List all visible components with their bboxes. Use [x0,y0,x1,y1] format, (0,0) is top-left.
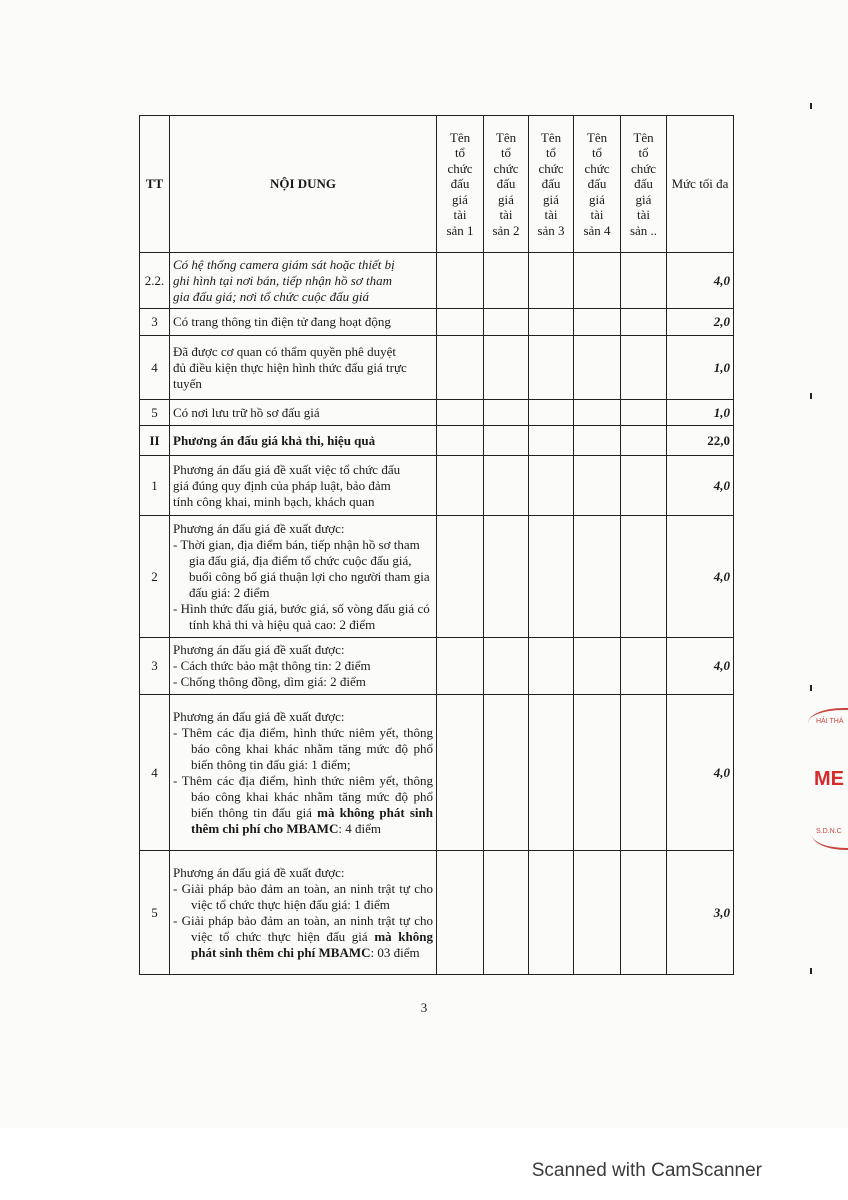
content-line: tuyến [173,375,202,391]
row-number: 3 [140,638,170,695]
score-cell-empty[interactable] [574,851,621,975]
header-org-3-line: tài [544,207,558,223]
content-bullet [173,913,433,961]
score-cell-empty[interactable] [484,253,529,309]
content-line: tính công khai, minh bạch, khách quan [173,493,375,509]
header-org-2-line: tổ [500,145,512,161]
score-cell-empty[interactable] [574,309,621,336]
max-score: 4,0 [667,456,734,516]
score-cell-empty[interactable] [529,516,574,638]
header-org-5-line: tổ [638,145,649,161]
score-cell-empty[interactable] [484,516,529,638]
header-org-1-line: tài [453,207,467,223]
header-org-2-line: tài [499,207,513,223]
table-row [140,516,734,638]
row-content [170,253,437,309]
score-cell-empty[interactable] [574,695,621,851]
page-number: 3 [420,1000,428,1015]
score-cell-empty[interactable] [621,516,667,638]
edge-mark [810,968,812,974]
content-bullet-tail: : 4 điểm [338,820,381,836]
max-score: 4,0 [667,253,734,309]
score-cell-empty[interactable] [529,695,574,851]
header-org-3-line: Tên [540,129,562,145]
score-cell-empty[interactable] [437,253,484,309]
max-score: 4,0 [667,516,734,638]
table-row [140,851,734,975]
max-score: 2,0 [667,309,734,336]
stamp-text: HẢI THÀ [816,718,844,725]
header-org-5-line: Tên [633,129,654,145]
red-stamp-fragment [808,700,848,860]
row-number: 5 [140,400,170,426]
header-org-1-line: giá [452,191,468,207]
content-bullet [173,773,433,837]
score-cell-empty[interactable] [437,516,484,638]
score-cell-empty[interactable] [484,456,529,516]
score-cell-empty[interactable] [529,309,574,336]
score-cell-empty[interactable] [574,456,621,516]
header-org-2-line: giá [498,191,514,207]
header-org-4-line: Tên [586,129,608,145]
score-cell-empty[interactable] [484,400,529,426]
content-line: Phương án đấu giá khả thi, hiệu quả [173,432,376,448]
edge-mark [810,685,812,691]
header-tt: TT [140,116,170,253]
header-org-2-line: sản 2 [492,222,520,238]
header-org-1-line: chức [447,160,473,176]
max-score: 4,0 [667,695,734,851]
row-content [170,309,437,336]
header-row [140,116,734,253]
score-cell-empty[interactable] [529,426,574,456]
header-org-1 [437,116,484,253]
row-content [170,400,437,426]
content-line: Có hệ thống camera giám sát hoặc thiết bị [173,256,395,272]
score-cell-empty[interactable] [437,426,484,456]
score-cell-empty[interactable] [437,638,484,695]
row-number: 2 [140,516,170,638]
section-row [140,426,734,456]
header-org-3-line: tổ [545,145,557,161]
content-line: Có nơi lưu trữ hồ sơ đấu giá [173,404,320,420]
table-row [140,695,734,851]
score-cell-empty[interactable] [484,309,529,336]
score-cell-empty[interactable] [437,456,484,516]
score-cell-empty[interactable] [484,336,529,400]
row-content [170,336,437,400]
table-row [140,400,734,426]
header-org-2 [484,116,529,253]
content-intro: Phương án đấu giá đề xuất được: [173,864,345,880]
content-intro: Phương án đấu giá đề xuất được: [173,708,345,724]
header-org-4 [574,116,621,253]
header-org-4-line: tài [590,207,604,223]
row-content [170,695,437,851]
content-bullet-bold: mà không phát sinh thêm chi phí MBAMC [191,928,433,960]
header-org-4-line: đấu [587,176,607,192]
max-score: 1,0 [667,336,734,400]
score-cell-empty[interactable] [484,426,529,456]
score-cell-empty[interactable] [621,638,667,695]
score-cell-empty[interactable] [437,309,484,336]
header-org-5-line: chức [630,160,657,176]
header-org-1-line: tổ [454,145,466,161]
table-row [140,309,734,336]
score-cell-empty[interactable] [529,851,574,975]
header-org-3-line: đấu [541,176,561,192]
content-line: Có trang thông tin điện tử đang hoạt động [173,314,391,329]
content-line: Phương án đấu giá đề xuất việc tổ chức đấu [173,461,401,477]
row-number: 2.2. [140,253,170,309]
content-bullet: - Giải pháp bảo đảm an toàn, an ninh trật tự cho việc tổ chức thực hiện đấu giá: 1 điểm [173,880,433,912]
content-bullet-bold: mà không phát sinh thêm chi phí cho MBAMC [191,804,433,836]
content-intro: Phương án đấu giá đề xuất được: [173,520,345,536]
score-cell-empty[interactable] [529,638,574,695]
row-content [170,851,437,975]
content-bullet: - Chống thông đồng, dìm giá: 2 điểm [173,674,366,689]
content-bullet-text: - Giải pháp bảo đảm an toàn, an ninh trật tự cho việc tổ chức thực hiện đấu giá [173,912,433,944]
header-org-5-line: đấu [634,176,653,192]
score-cell-empty[interactable] [484,695,529,851]
edge-mark [810,103,812,109]
max-score: 1,0 [667,400,734,426]
camscanner-watermark: Scanned with CamScanner [531,1160,762,1181]
score-cell-empty[interactable] [574,638,621,695]
score-cell-empty[interactable] [621,695,667,851]
row-number: 5 [140,851,170,975]
score-cell-empty[interactable] [437,400,484,426]
score-cell-empty[interactable] [437,695,484,851]
score-cell-empty[interactable] [529,336,574,400]
score-cell-empty[interactable] [621,456,667,516]
score-cell-empty[interactable] [437,851,484,975]
header-org-3-line: giá [543,191,559,207]
row-content [170,638,437,695]
table-row [140,456,734,516]
content-bullet: - Thời gian, địa điểm bán, tiếp nhận hồ sơ tham gia đấu giá, địa điểm tổ chức cuộc đấu giá, buổi công bố giá thuận lợi cho người tham gia đấu giá: 2 điểm [173,536,430,600]
content-bullet: - Thêm các địa điểm, hình thức niêm yết, thông báo công khai khác nhằm tăng mức độ phổ biến thông tin đấu giá: 1 điểm; [173,724,433,772]
row-content [170,516,437,638]
score-cell-empty[interactable] [437,336,484,400]
scoring-table [139,115,734,975]
header-org-1-line: sản 1 [446,222,474,238]
header-org-5 [621,116,667,253]
header-org-1-line: Tên [449,129,471,145]
header-org-5-line: tài [637,207,650,223]
stamp-ring [812,820,848,850]
score-cell-empty[interactable] [574,426,621,456]
score-cell-empty[interactable] [621,253,667,309]
header-org-4-line: giá [589,191,605,207]
header-org-5-line: giá [635,191,652,207]
row-number: 3 [140,309,170,336]
content-intro: Phương án đấu giá đề xuất được: [173,642,345,657]
content-line: giá đúng quy định của pháp luật, bảo đảm [173,477,391,493]
header-org-4-line: sản 4 [583,222,611,238]
stamp-text: ME [814,768,844,790]
header-org-3-line: sản 3 [537,222,565,238]
score-cell-empty[interactable] [621,400,667,426]
max-score: 22,0 [667,426,734,456]
header-org-1-line: đấu [450,176,470,192]
content-bullet-text: - Thêm các địa điểm, hình thức niêm yết, thông báo công khai khác nhằm tăng mức độ phổ biến thông tin đấu giá [173,772,433,820]
table-row [140,253,734,309]
row-content [170,456,437,516]
header-org-2-line: chức [493,160,519,176]
score-cell-empty[interactable] [574,336,621,400]
header-org-3 [529,116,574,253]
row-number: 1 [140,456,170,516]
table-row [140,638,734,695]
content-bullet: - Cách thức bảo mật thông tin: 2 điểm [173,658,371,673]
header-org-5-line: sản .. [629,222,658,238]
header-org-2-line: Tên [495,129,517,145]
header-org-4-line: chức [584,160,610,176]
score-cell-empty[interactable] [574,400,621,426]
row-number: 4 [140,336,170,400]
content-line: Đã được cơ quan có thẩm quyền phê duyệt [173,343,396,359]
content-bullet: - Hình thức đấu giá, bước giá, số vòng đấu giá có tính khả thi và hiệu quả cao: 2 điểm [173,600,430,632]
content-line: gia đấu giá; nơi tổ chức cuộc đấu giá [173,288,369,304]
score-cell-empty[interactable] [621,336,667,400]
content-bullet-tail: : 03 điểm [370,944,420,960]
header-org-3-line: chức [538,160,564,176]
score-cell-empty[interactable] [529,456,574,516]
score-cell-empty[interactable] [484,851,529,975]
score-cell-empty[interactable] [529,400,574,426]
section-title [170,426,437,456]
score-cell-empty[interactable] [574,253,621,309]
row-number: 4 [140,695,170,851]
header-max-score: Mức tối đa [667,116,734,253]
content-line: đủ điều kiện thực hiện hình thức đấu giá trực [173,359,407,375]
header-content: NỘI DUNG [170,116,437,253]
score-cell-empty[interactable] [621,309,667,336]
score-cell-empty[interactable] [621,426,667,456]
max-score: 4,0 [667,638,734,695]
max-score: 3,0 [667,851,734,975]
table-row [140,336,734,400]
section-number: II [140,426,170,456]
score-cell-empty[interactable] [484,638,529,695]
edge-mark [810,393,812,399]
stamp-text: S.D.N.C [816,828,842,835]
header-org-2-line: đấu [496,176,516,192]
score-cell-empty[interactable] [529,253,574,309]
header-org-4-line: tổ [591,145,603,161]
content-line: ghi hình tại nơi bán, tiếp nhận hồ sơ tham [173,272,392,288]
score-cell-empty[interactable] [574,516,621,638]
score-cell-empty[interactable] [621,851,667,975]
